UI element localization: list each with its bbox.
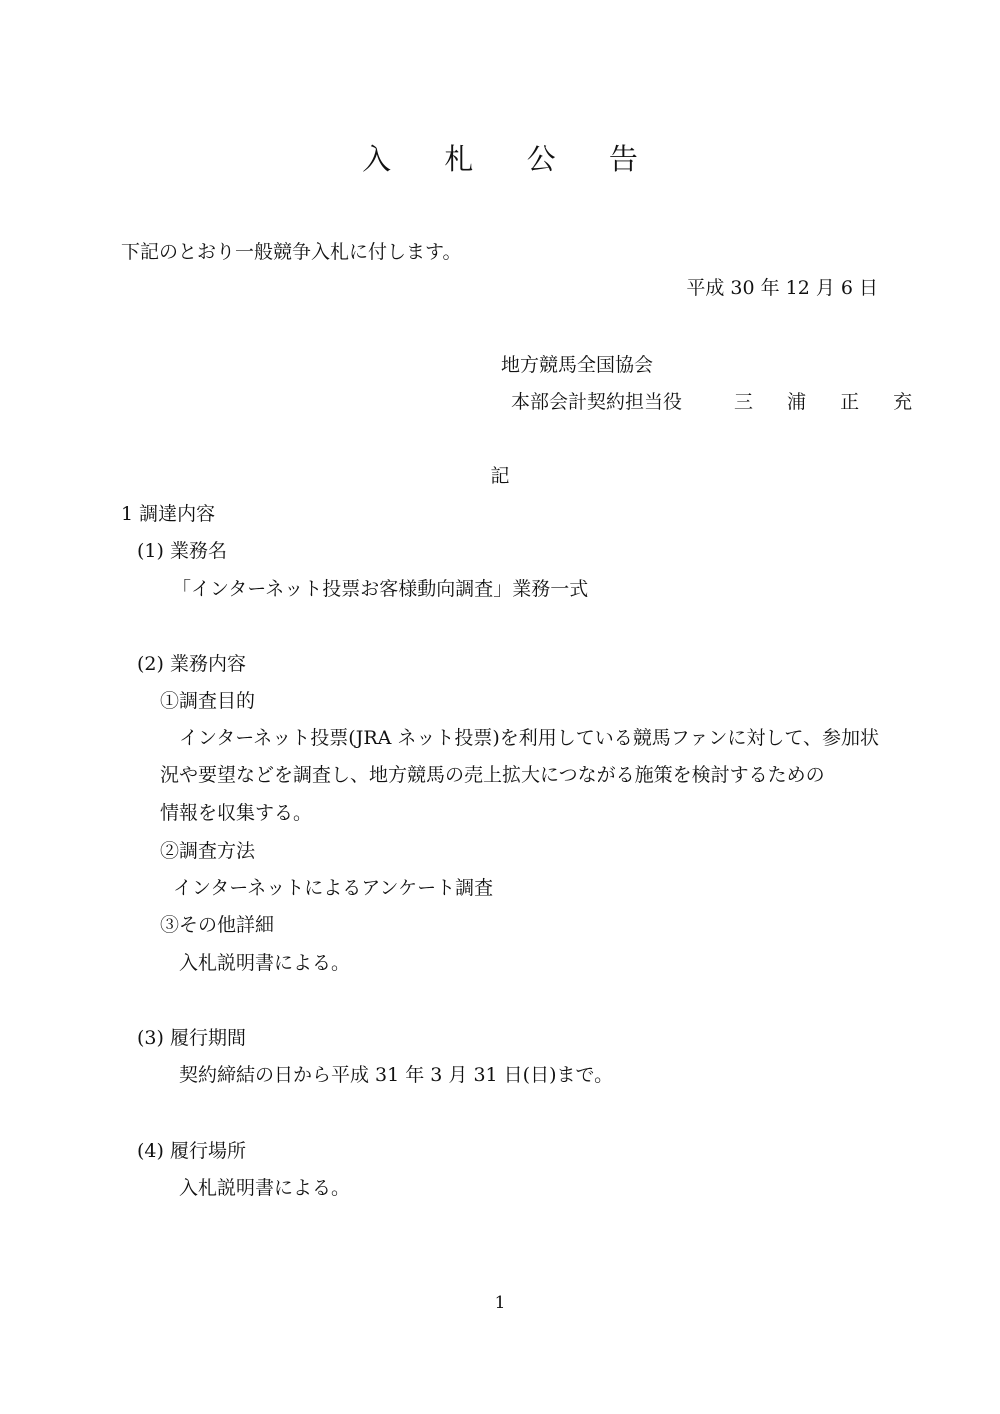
item-4-heading: (4) 履行場所 (137, 1140, 246, 1162)
page-number: 1 (494, 1293, 506, 1313)
item-4-body: 入札説明書による。 (179, 1177, 351, 1199)
item-3-body: 契約締結の日から平成 31 年 3 月 31 日(日)まで。 (179, 1064, 614, 1086)
document-title: 入 札 公 告 (362, 142, 660, 176)
issue-date: 平成 30 年 12 月 6 日 (686, 277, 878, 299)
issuer-org: 地方競馬全国協会 (501, 354, 654, 376)
item-2-heading: (2) 業務内容 (137, 653, 246, 675)
item-2-sub1-heading: ①調査目的 (160, 690, 256, 712)
ki-heading: 記 (490, 465, 510, 487)
item-2-sub2-body: インターネットによるアンケート調査 (173, 877, 494, 899)
issuer-role: 本部会計契約担当役 (511, 391, 683, 413)
item-2-sub1-line2: 況や要望などを調査し、地方競馬の売上拡大につながる施策を検討するための (160, 764, 825, 786)
intro-text: 下記のとおり一般競争入札に付します。 (121, 241, 462, 263)
item-2-sub2-heading: ②調査方法 (160, 840, 256, 862)
section-1-heading: 1 調達内容 (121, 503, 216, 525)
item-2-sub3-body: 入札説明書による。 (179, 952, 351, 974)
item-2-sub1-line3: 情報を収集する。 (160, 802, 313, 824)
item-1-heading: (1) 業務名 (137, 540, 227, 562)
item-1-body: 「インターネット投票お客様動向調査」業務一式 (172, 578, 589, 600)
issuer-name: 三 浦 正 充 (734, 391, 927, 413)
item-2-sub1-line1: インターネット投票(JRA ネット投票)を利用している競馬ファンに対して、参加状 (179, 727, 880, 749)
item-2-sub3-heading: ③その他詳細 (160, 914, 275, 936)
item-3-heading: (3) 履行期間 (137, 1027, 246, 1049)
